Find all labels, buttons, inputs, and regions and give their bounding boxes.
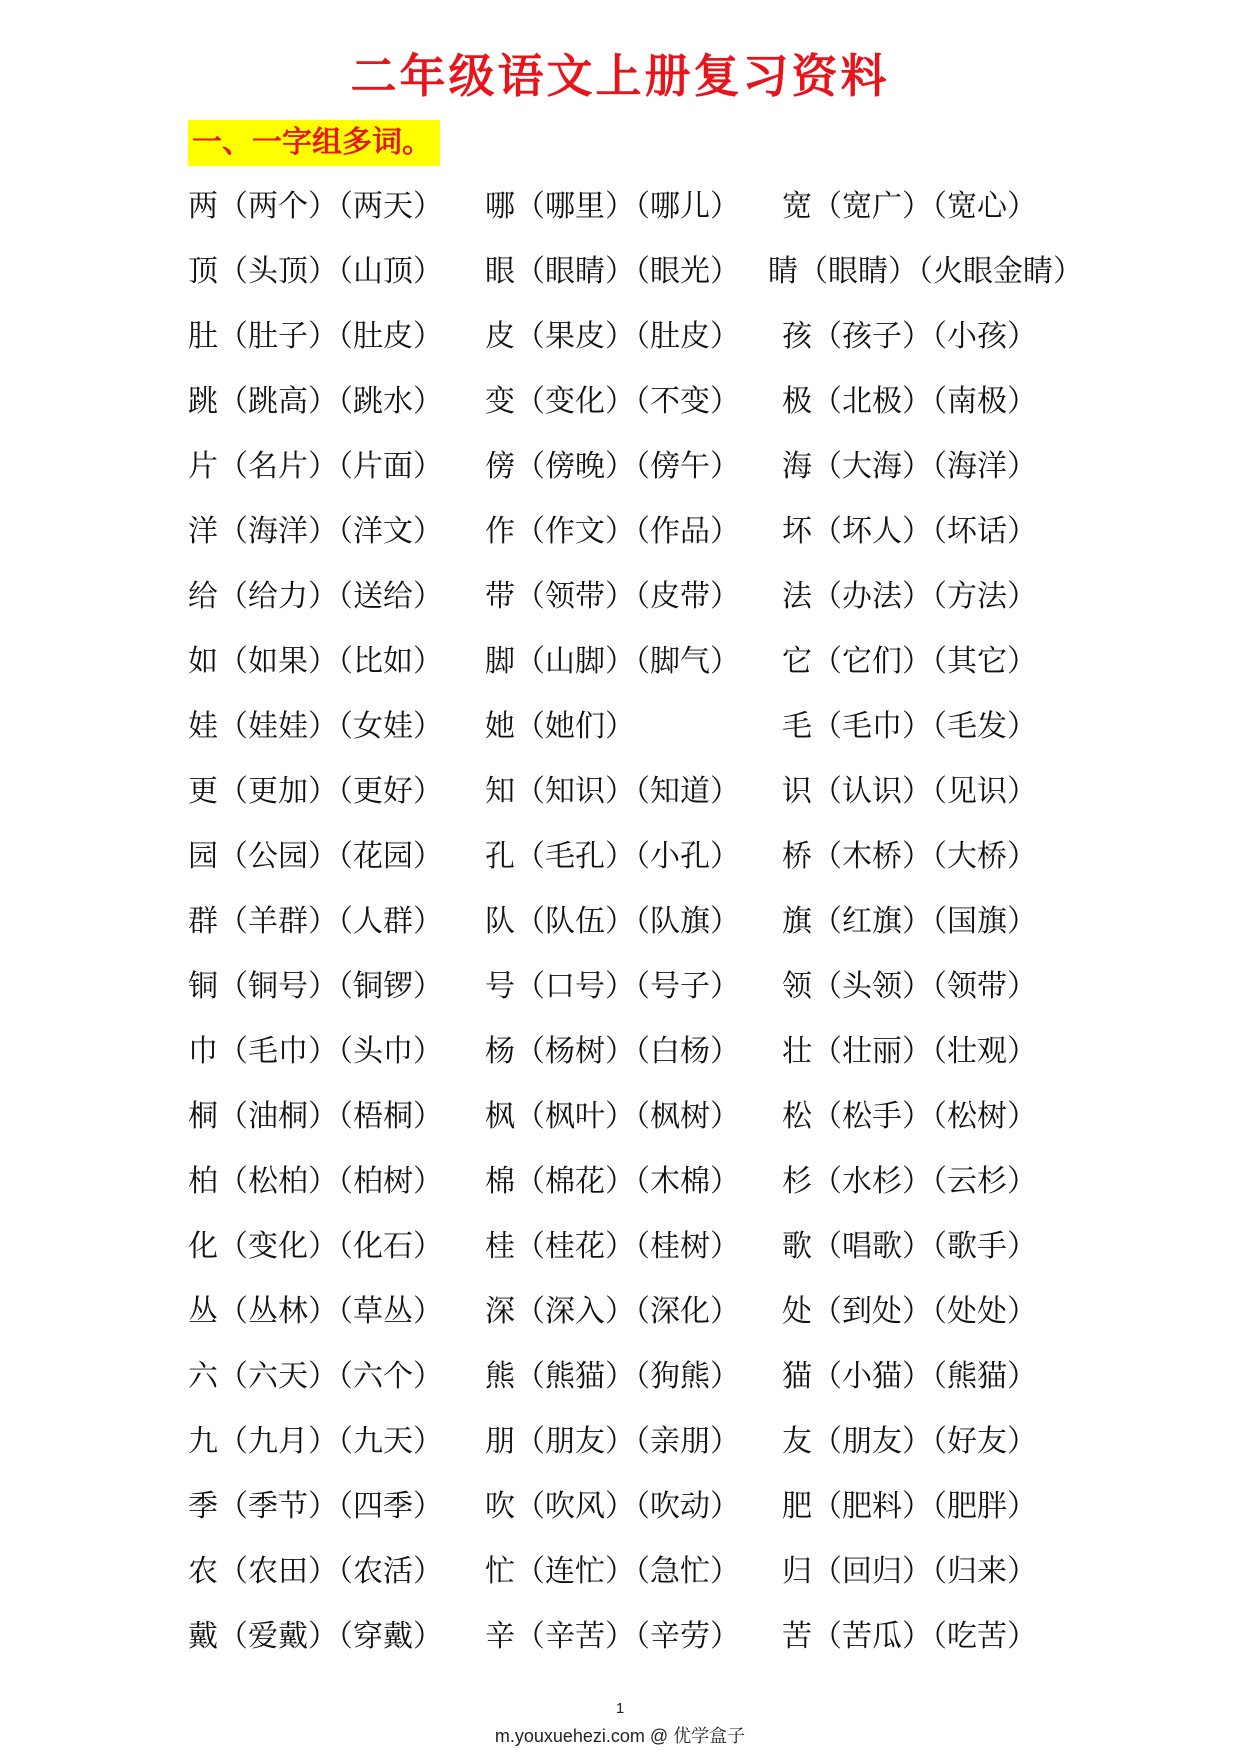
word-group-entry: 桥（木桥）（大桥） <box>782 839 1037 874</box>
word-row <box>188 958 1128 1023</box>
word-group-entry: 皮（果皮）（肚皮） <box>485 319 740 354</box>
word-group-entry: 领（头领）（领带） <box>782 969 1037 1004</box>
word-row <box>188 568 1128 633</box>
word-group-entry: 它（它们）（其它） <box>782 644 1037 679</box>
word-row <box>188 698 1128 763</box>
section-heading: 一、一字组多词。 <box>188 120 440 166</box>
word-group-entry: 肚（肚子）（肚皮） <box>188 319 443 354</box>
word-group-entry: 农（农田）（农活） <box>188 1554 443 1589</box>
word-group-entry: 忙（连忙）（急忙） <box>485 1554 740 1589</box>
word-group-entry: 归（回归）（归来） <box>782 1554 1037 1589</box>
word-group-entry: 号（口号）（号子） <box>485 969 740 1004</box>
word-group-entry: 坏（坏人）（坏话） <box>782 514 1037 549</box>
word-group-entry: 跳（跳高）（跳水） <box>188 384 443 419</box>
word-group-entry: 巾（毛巾）（头巾） <box>188 1034 443 1069</box>
page-title: 二年级语文上册复习资料 <box>350 49 890 103</box>
word-row <box>188 893 1128 958</box>
word-group-entry: 棉（棉花）（木棉） <box>485 1164 740 1199</box>
word-group-entry: 铜（铜号）（铜锣） <box>188 969 443 1004</box>
word-group-entry: 她（她们） <box>485 709 635 744</box>
word-group-entry: 桐（油桐）（梧桐） <box>188 1099 443 1134</box>
word-group-entry: 肥（肥料）（肥胖） <box>782 1489 1037 1524</box>
word-group-entry: 队（队伍）（队旗） <box>485 904 740 939</box>
page-number: 1 <box>615 1700 625 1717</box>
word-group-entry: 桂（桂花）（桂树） <box>485 1229 740 1264</box>
word-group-entry: 园（公园）（花园） <box>188 839 443 874</box>
word-group-entry: 变（变化）（不变） <box>485 384 740 419</box>
footer-site: m.youxuehezi.com @ 优学盒子 <box>494 1726 746 1746</box>
word-group-entry: 洋（海洋）（洋文） <box>188 514 443 549</box>
word-row <box>188 1543 1128 1608</box>
word-row <box>188 1608 1128 1673</box>
word-row <box>188 1153 1128 1218</box>
word-group-entry: 杉（水杉）（云杉） <box>782 1164 1037 1199</box>
word-group-entry: 化（变化）（化石） <box>188 1229 443 1264</box>
word-group-entry: 脚（山脚）（脚气） <box>485 644 740 679</box>
word-group-entry: 猫（小猫）（熊猫） <box>782 1359 1037 1394</box>
word-group-entry: 枫（枫叶）（枫树） <box>485 1099 740 1134</box>
word-group-entry: 熊（熊猫）（狗熊） <box>485 1359 740 1394</box>
word-group-entry: 丛（丛林）（草丛） <box>188 1294 443 1329</box>
word-group-entry: 季（季节）（四季） <box>188 1489 443 1524</box>
word-group-entry: 两（两个）（两天） <box>188 189 443 224</box>
word-group-entry: 吹（吹风）（吹动） <box>485 1489 740 1524</box>
word-row <box>188 308 1128 373</box>
word-row <box>188 373 1128 438</box>
word-group-entry: 海（大海）（海洋） <box>782 449 1037 484</box>
word-group-entry: 壮（壮丽）（壮观） <box>782 1034 1037 1069</box>
word-group-entry: 宽（宽广）（宽心） <box>782 189 1037 224</box>
word-row <box>188 438 1128 503</box>
word-group-entry: 深（深入）（深化） <box>485 1294 740 1329</box>
word-row <box>188 503 1128 568</box>
word-group-entry: 更（更加）（更好） <box>188 774 443 809</box>
word-group-entry: 杨（杨树）（白杨） <box>485 1034 740 1069</box>
word-group-entry: 片（名片）（片面） <box>188 449 443 484</box>
word-row <box>188 1478 1128 1543</box>
word-row <box>188 1088 1128 1153</box>
word-group-entry: 孔（毛孔）（小孔） <box>485 839 740 874</box>
word-group-entry: 朋（朋友）（亲朋） <box>485 1424 740 1459</box>
word-group-entry: 六（六天）（六个） <box>188 1359 443 1394</box>
word-group-entry: 知（知识）（知道） <box>485 774 740 809</box>
word-row <box>188 763 1128 828</box>
word-group-entry: 眼（眼睛）（眼光） <box>485 254 740 289</box>
word-group-entry: 戴（爱戴）（穿戴） <box>188 1619 443 1654</box>
word-group-entry: 歌（唱歌）（歌手） <box>782 1229 1037 1264</box>
word-group-grid <box>188 178 1128 1673</box>
word-group-entry: 友（朋友）（好友） <box>782 1424 1037 1459</box>
word-group-entry: 傍（傍晚）（傍午） <box>485 449 740 484</box>
word-group-entry: 极（北极）（南极） <box>782 384 1037 419</box>
word-group-entry: 如（如果）（比如） <box>188 644 443 679</box>
word-group-entry: 孩（孩子）（小孩） <box>782 319 1037 354</box>
word-group-entry: 处（到处）（处处） <box>782 1294 1037 1329</box>
word-row <box>188 1218 1128 1283</box>
word-group-entry: 柏（松柏）（柏树） <box>188 1164 443 1199</box>
word-group-entry: 旗（红旗）（国旗） <box>782 904 1037 939</box>
word-row <box>188 178 1128 243</box>
word-row <box>188 1283 1128 1348</box>
word-group-entry: 作（作文）（作品） <box>485 514 740 549</box>
word-group-entry: 睛（眼睛）（火眼金睛） <box>768 254 1083 289</box>
word-group-entry: 给（给力）（送给） <box>188 579 443 614</box>
word-group-entry: 法（办法）（方法） <box>782 579 1037 614</box>
word-row <box>188 1348 1128 1413</box>
word-group-entry: 辛（辛苦）（辛劳） <box>485 1619 740 1654</box>
word-group-entry: 九（九月）（九天） <box>188 1424 443 1459</box>
word-group-entry: 顶（头顶）（山顶） <box>188 254 443 289</box>
word-group-entry: 带（领带）（皮带） <box>485 579 740 614</box>
word-group-entry: 群（羊群）（人群） <box>188 904 443 939</box>
word-group-entry: 识（认识）（见识） <box>782 774 1037 809</box>
word-group-entry: 松（松手）（松树） <box>782 1099 1037 1134</box>
word-row <box>188 633 1128 698</box>
word-group-entry: 毛（毛巾）（毛发） <box>782 709 1037 744</box>
word-group-entry: 苦（苦瓜）（吃苦） <box>782 1619 1037 1654</box>
word-row <box>188 1023 1128 1088</box>
word-row <box>188 1413 1128 1478</box>
word-row <box>188 828 1128 893</box>
word-row <box>188 243 1128 308</box>
word-group-entry: 娃（娃娃）（女娃） <box>188 709 443 744</box>
word-group-entry: 哪（哪里）（哪儿） <box>485 189 740 224</box>
